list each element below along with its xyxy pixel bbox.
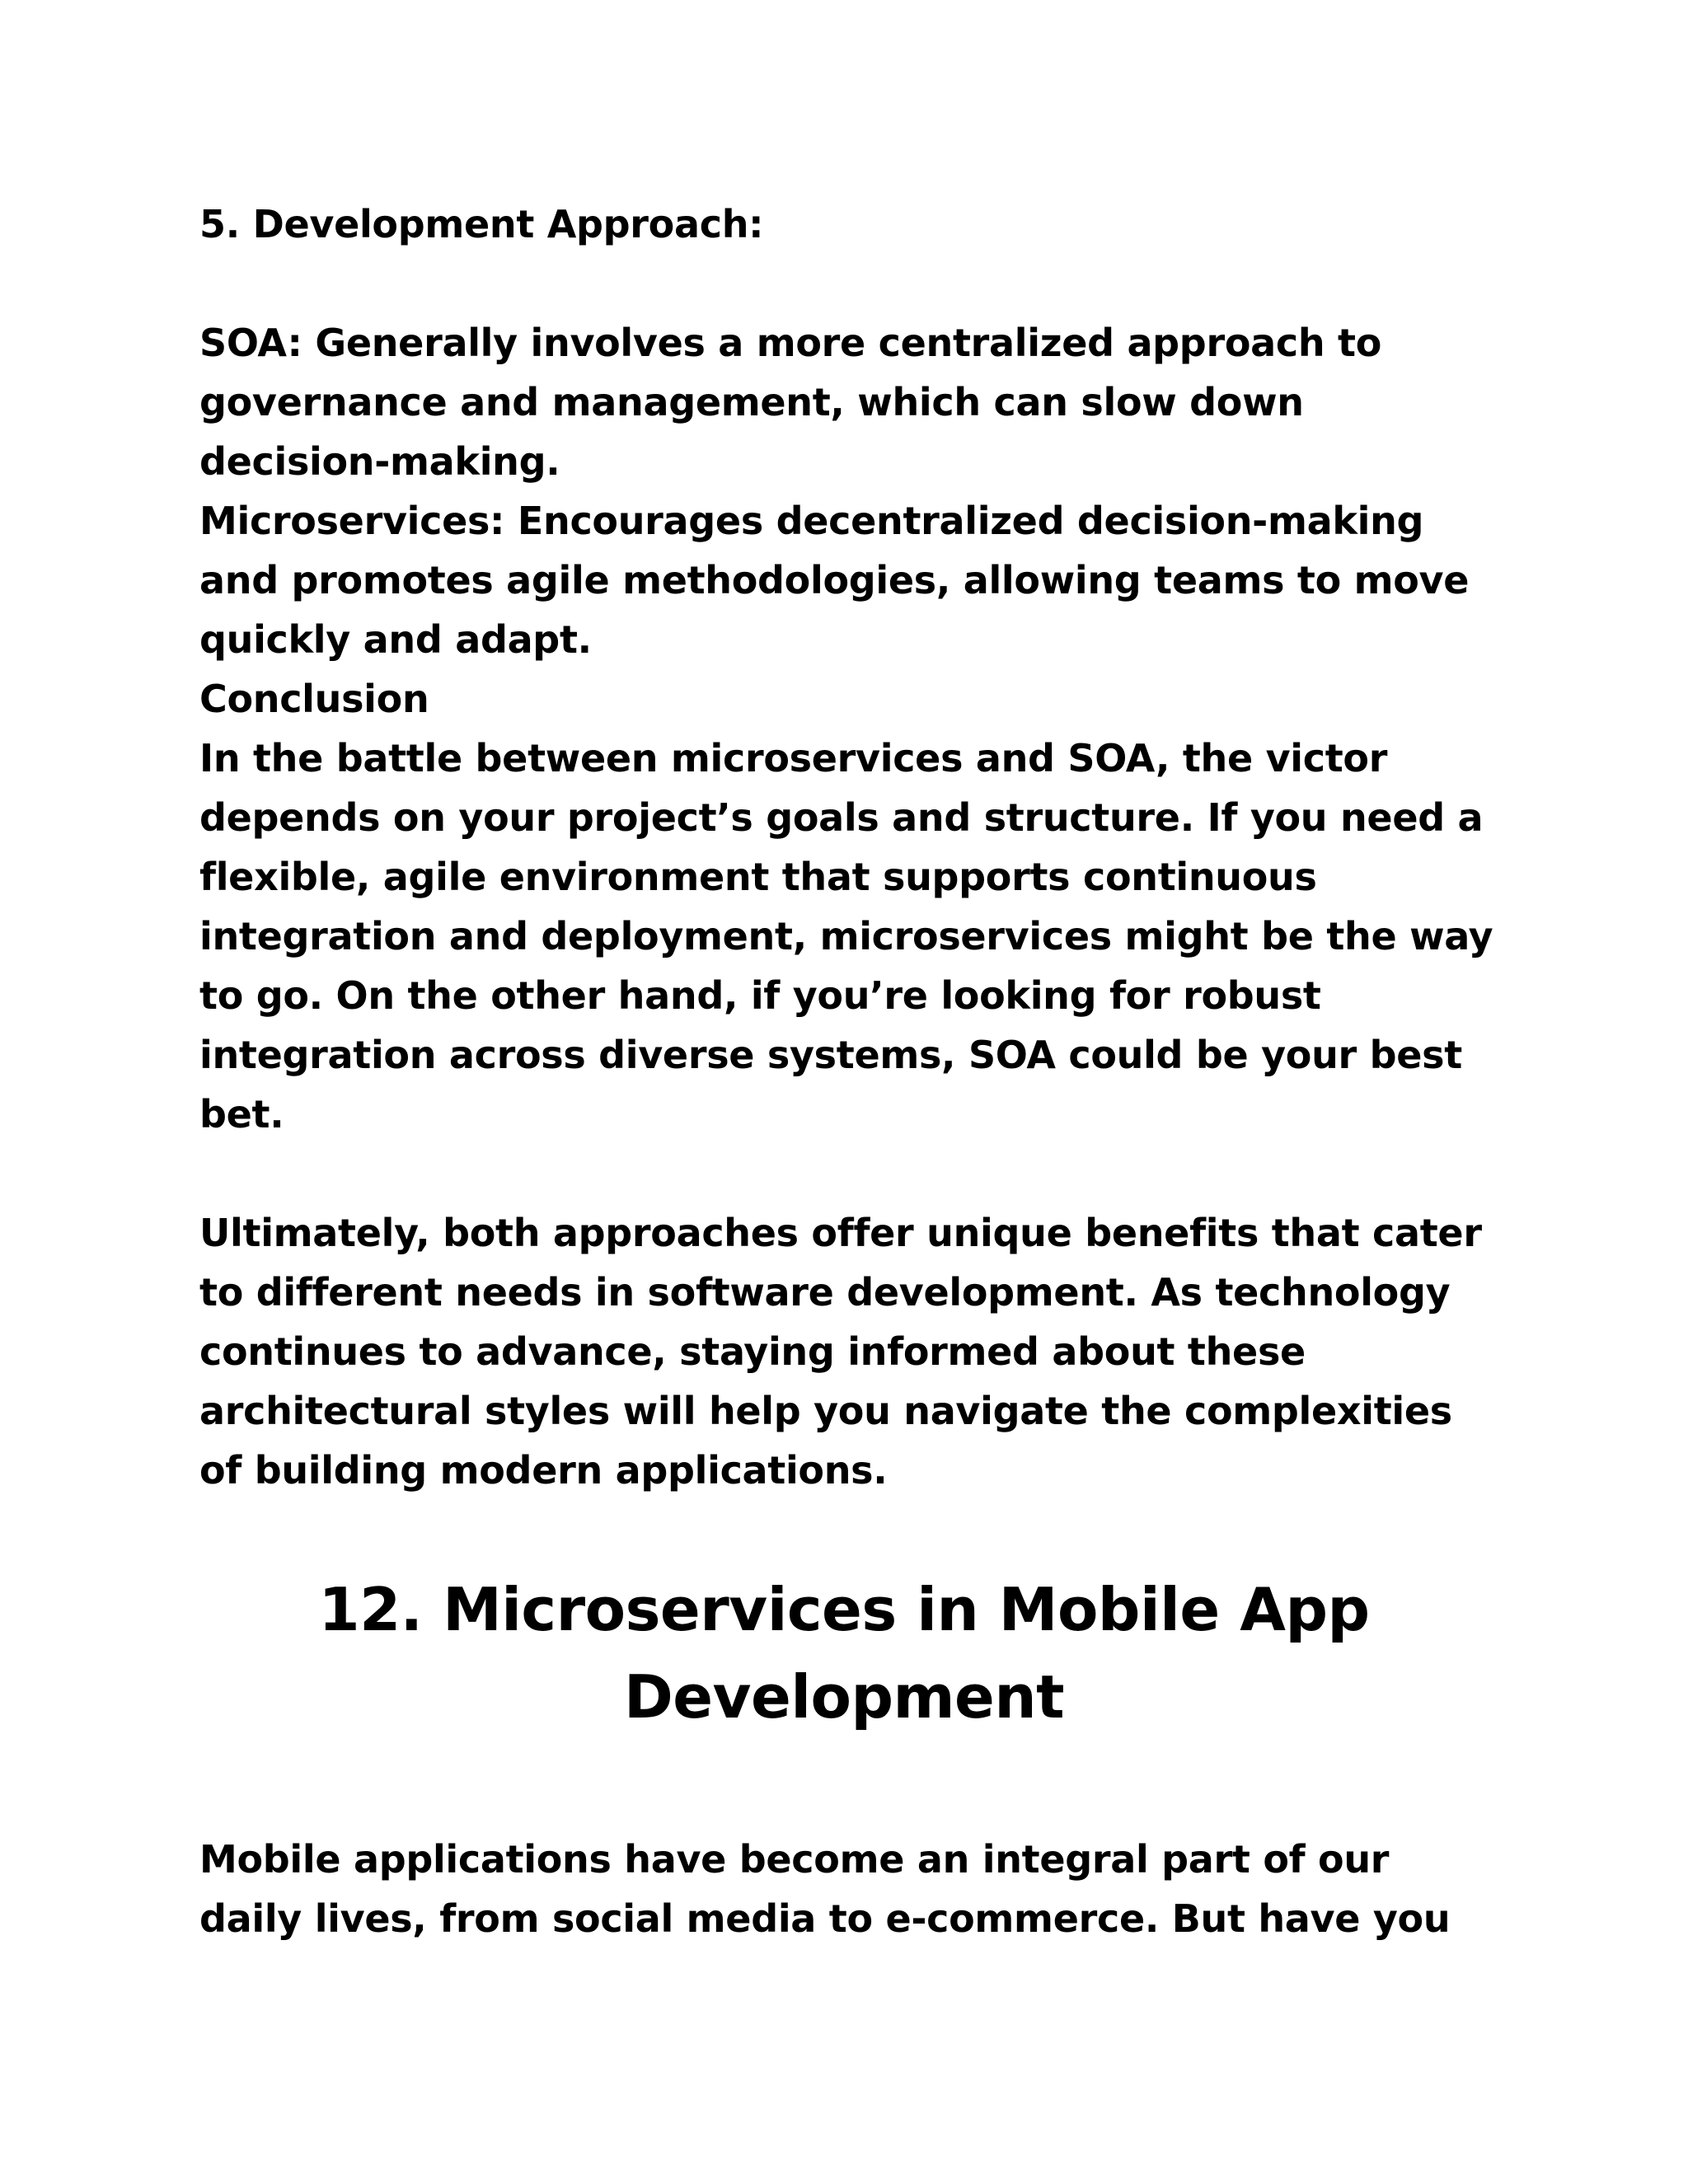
text-line: SOA: Generally involves a more centralized approach to: [199, 321, 1381, 365]
text-line: bet.: [199, 1092, 284, 1137]
text-line: daily lives, from social media to e-commerce. But have you: [199, 1896, 1451, 1941]
ultimately-paragraph: [199, 1203, 1502, 1500]
chapter-heading: [0, 1566, 1688, 1741]
text-line: In the battle between microservices and SOA, the victor: [199, 736, 1388, 780]
text-line: of building modern applications.: [199, 1448, 888, 1493]
text-line: architectural styles will help you navigate the complexities: [199, 1389, 1452, 1433]
text-line: to go. On the other hand, if you’re looking for robust: [199, 973, 1321, 1018]
conclusion-paragraph: [199, 729, 1502, 1144]
body-text: [199, 194, 1502, 1500]
conclusion-label: Conclusion: [199, 677, 429, 721]
text-line: decision-making.: [199, 439, 560, 484]
text-line: to different needs in software development. As technology: [199, 1270, 1451, 1315]
text-line: and promotes agile methodologies, allowing teams to move: [199, 558, 1470, 602]
text-line: quickly and adapt.: [199, 617, 592, 662]
text-line: depends on your project’s goals and structure. If you need a: [199, 795, 1484, 840]
chapter-heading-line: Development: [623, 1662, 1065, 1732]
text-line: Ultimately, both approaches offer unique benefits that cater: [199, 1211, 1482, 1255]
text-line: integration and deployment, microservices might be the way: [199, 914, 1493, 958]
text-line: flexible, agile environment that supports continuous: [199, 855, 1317, 899]
text-line: Microservices: Encourages decentralized decision-making: [199, 499, 1424, 543]
mobile-paragraph: [199, 1830, 1502, 1948]
text-line: continues to advance, staying informed about these: [199, 1329, 1306, 1374]
text-line: integration across diverse systems, SOA could be your best: [199, 1033, 1462, 1077]
section-title: 5. Development Approach:: [199, 202, 764, 246]
soa-paragraph: [199, 313, 1502, 491]
microservices-paragraph: [199, 491, 1502, 669]
chapter-heading-line: 12. Microservices in Mobile App: [318, 1575, 1370, 1644]
text-line: governance and management, which can slow down: [199, 380, 1304, 424]
text-line: Mobile applications have become an integral part of our: [199, 1837, 1390, 1882]
